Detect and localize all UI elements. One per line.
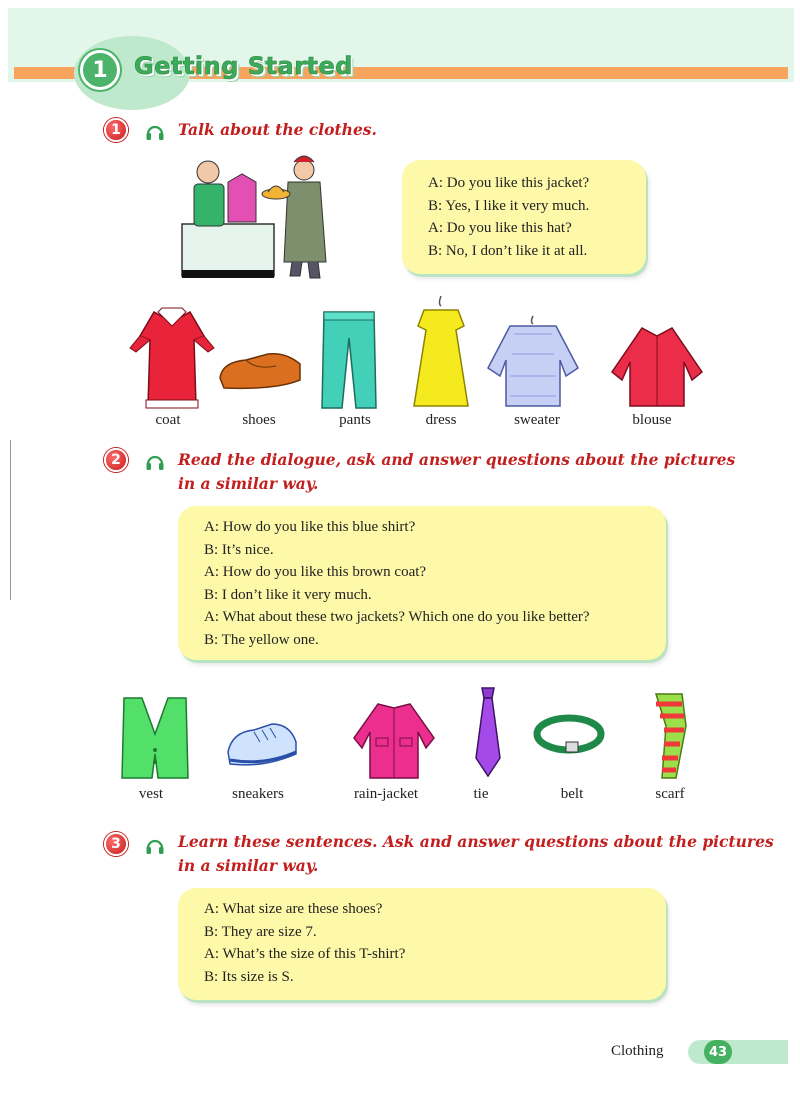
dress-picture: [410, 294, 472, 412]
activity-3-badge: 3: [104, 832, 128, 856]
shop-scene-illustration: [180, 152, 340, 284]
clothes-label-sneakers: sneakers: [232, 786, 284, 802]
pants-picture: [318, 308, 380, 412]
vest-picture: [118, 694, 192, 782]
activity-1-dialogue-box: [402, 160, 646, 274]
activity-2-instruction-line2: in a similar way.: [178, 474, 319, 493]
tie-picture: [468, 684, 508, 780]
activity-3-instruction-line2: in a similar way.: [178, 856, 319, 875]
coat-picture: [124, 306, 220, 412]
footer-band: [688, 1040, 788, 1064]
clothes-label-rain-jacket: rain-jacket: [353, 786, 419, 802]
activity-3-instruction-line1: Learn these sentences. Ask and answer questions about the pictures: [178, 832, 774, 851]
dialogue-line: A: How do you like this brown coat?: [204, 564, 427, 580]
page-number: 43: [704, 1040, 732, 1064]
dialogue-line: A: How do you like this blue shirt?: [204, 519, 416, 535]
shoes-picture: [216, 344, 306, 394]
headphones-icon[interactable]: [145, 836, 165, 856]
margin-rule: [10, 440, 11, 600]
clothes-label-coat: coat: [155, 412, 181, 428]
clothes-label-dress: dress: [425, 412, 457, 428]
activity-3-dialogue-box: [178, 888, 666, 1000]
activity-1-badge: 1: [104, 118, 128, 142]
dialogue-line: B: It’s nice.: [204, 541, 274, 558]
scarf-picture: [642, 690, 696, 782]
dialogue-line: A: What about these two jackets? Which one do you like better?: [204, 609, 590, 625]
dialogue-line: B: Its size is S.: [204, 968, 294, 985]
activity-2-badge: 2: [104, 448, 128, 472]
belt-picture: [532, 710, 606, 758]
dialogue-line: A: Do you like this hat?: [428, 220, 572, 236]
clothes-label-sweater: sweater: [514, 412, 560, 428]
headphones-icon[interactable]: [145, 452, 165, 472]
activity-2-instruction-line1: Read the dialogue, ask and answer questions about the pictures: [178, 450, 736, 469]
dialogue-line: A: What’s the size of this T-shirt?: [204, 946, 406, 962]
dialogue-line: B: No, I don’t like it at all.: [428, 242, 588, 259]
rain-jacket-picture: [348, 698, 440, 782]
clothes-label-shoes: shoes: [242, 412, 276, 428]
activity-1-instruction: Talk about the clothes.: [178, 120, 377, 139]
dialogue-line: A: Do you like this jacket?: [428, 175, 590, 191]
dialogue-line: A: What size are these shoes?: [204, 901, 383, 917]
clothes-label-tie: tie: [473, 786, 489, 802]
clothes-label-belt: belt: [560, 786, 584, 802]
dialogue-line: B: I don’t like it very much.: [204, 586, 372, 603]
blouse-picture: [608, 322, 706, 410]
dialogue-line: B: Yes, I like it very much.: [428, 197, 590, 214]
clothes-label-vest: vest: [138, 786, 164, 802]
section-number-circle: 1: [80, 50, 120, 90]
clothes-label-pants: pants: [339, 412, 371, 428]
footer-unit-name: Clothing: [611, 1043, 664, 1059]
dialogue-line: B: The yellow one.: [204, 631, 319, 648]
section-title: Getting Started: [134, 52, 353, 80]
headphones-icon[interactable]: [145, 122, 165, 142]
sneakers-picture: [224, 718, 300, 772]
clothes-label-scarf: scarf: [655, 786, 685, 802]
activity-2-dialogue-box: [178, 506, 666, 660]
dialogue-line: B: They are size 7.: [204, 923, 317, 940]
sweater-picture: [484, 314, 582, 410]
clothes-label-blouse: blouse: [632, 412, 672, 428]
